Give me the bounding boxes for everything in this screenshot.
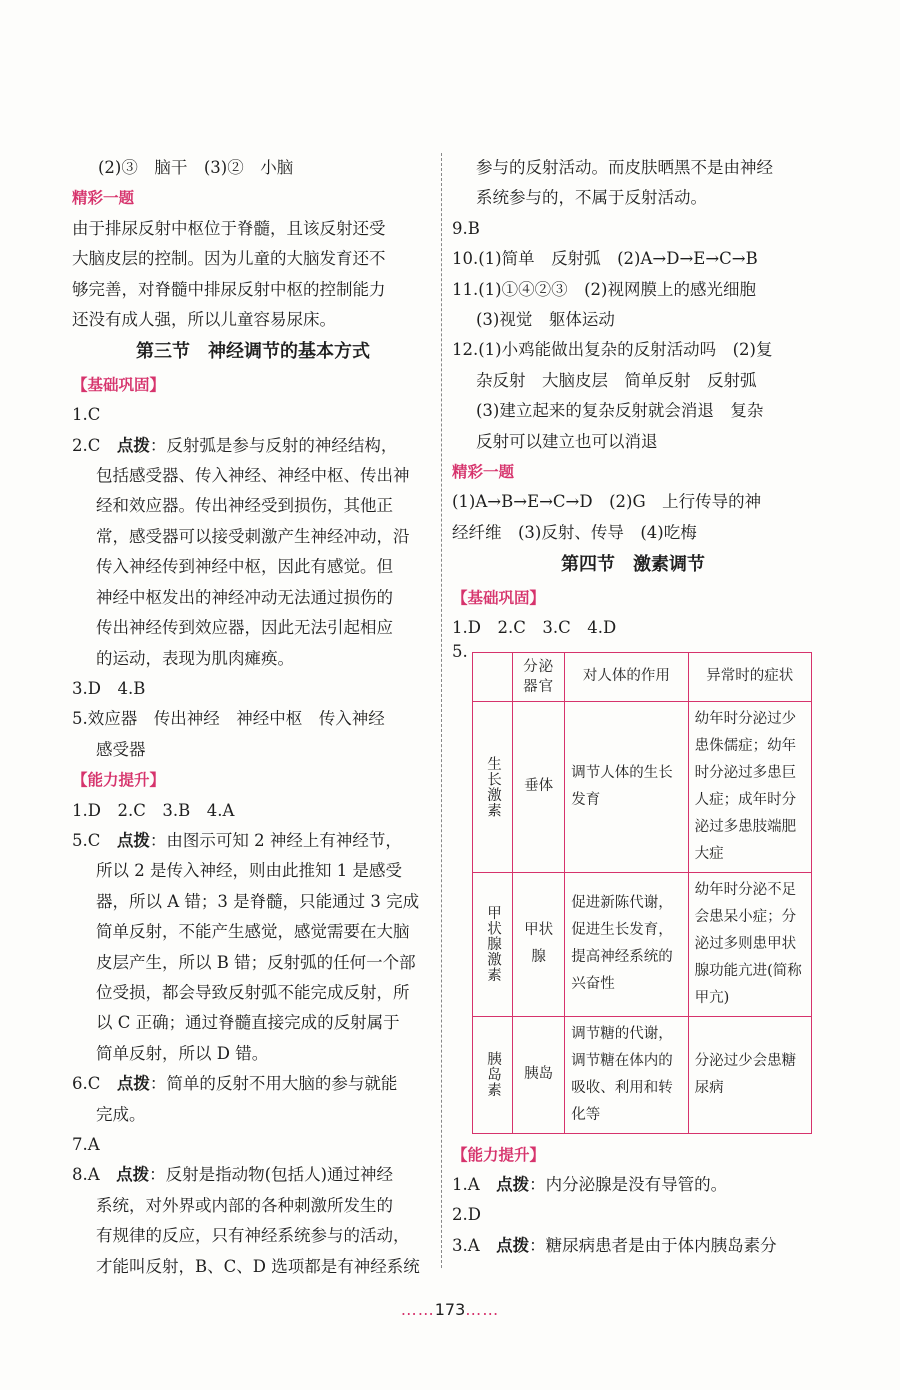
section-title: 第四节 激素调节	[561, 554, 705, 576]
hormone-name: 甲状腺激素	[485, 905, 501, 983]
answer-number: 3.A	[452, 1235, 497, 1255]
ability-tag: 【能力提升】	[452, 1145, 546, 1164]
hormone-table	[472, 652, 812, 1134]
ability-tag: 【能力提升】	[72, 771, 166, 790]
answer-line	[72, 431, 434, 461]
answer-number: 8.A	[72, 1165, 117, 1185]
answer-number: 1.A	[452, 1174, 497, 1194]
hormone-cell	[473, 701, 513, 872]
answer-line: 5.效应器 传出神经 神经中枢 传入神经	[72, 709, 385, 729]
symptom-cell: 幼年时分泌过少患侏儒症；幼年时分泌过多患巨人症；成年时分泌过多患肢端肥大症	[688, 701, 811, 872]
answer-line: (2)③ 脑干 (3)② 小脑	[98, 158, 294, 177]
answer-line	[72, 826, 434, 856]
answer-line: 1.C	[72, 405, 101, 425]
answer-line: 1.D 2.C 3.B 4.A	[72, 800, 235, 820]
answer-line	[452, 1231, 814, 1261]
answer-line: 10.(1)简单 反射弧 (2)A→D→E→C→B	[452, 249, 758, 269]
text-span: ：简单的反射不用大脑的参与就能	[149, 1074, 398, 1094]
answer-line	[72, 1160, 434, 1190]
text-span: ：糖尿病患者是由于体内胰岛素分	[529, 1235, 777, 1255]
left-column	[72, 153, 434, 1282]
text-line: 以 C 正确；通过脊髓直接完成的反射属于	[96, 1013, 400, 1033]
answer-line: 3.D 4.B	[72, 678, 146, 698]
answer-line	[72, 1069, 434, 1099]
text-line: (3)建立起来的复杂反射就会消退 复杂	[476, 401, 764, 421]
text-line: 神经中枢发出的神经冲动无法通过损伤的	[96, 587, 393, 607]
text-line: 杂反射 大脑皮层 简单反射 反射弧	[476, 370, 757, 390]
text-line: 传入神经传到神经中枢，因此有感觉。但	[96, 557, 393, 577]
point-label: 点拨	[496, 1174, 530, 1194]
page-dots-right: ……	[465, 1300, 500, 1319]
text-line: 参与的反射活动。而皮肤晒黑不是由神经	[476, 158, 773, 177]
table-header-cell	[513, 652, 565, 701]
gland-cell: 垂体	[513, 701, 565, 872]
text-line: 经纤维 (3)反射、传导 (4)吃梅	[452, 522, 697, 542]
text-line: 感受器	[96, 739, 146, 759]
symptom-cell: 分泌过少会患糖尿病	[688, 1016, 811, 1133]
point-label: 点拨	[116, 1074, 150, 1094]
text-line: 还没有成人强，所以儿童容易尿床。	[72, 310, 336, 330]
text-line: 够完善，对脊髓中排尿反射中枢的控制能力	[72, 279, 386, 299]
table-header-row	[473, 652, 812, 701]
table-header-cell: 异常时的症状	[688, 652, 811, 701]
section-title: 第三节 神经调节的基本方式	[136, 341, 370, 363]
text-line: 反射可以建立也可以消退	[476, 431, 658, 451]
text-line: 常，感受器可以接受刺激产生神经冲动，沿	[96, 526, 410, 546]
table-header-cell: 对人体的作用	[565, 652, 688, 701]
answer-line: 1.D 2.C 3.C 4.D	[452, 618, 617, 638]
text-line: 有规律的反应，只有神经系统参与的活动，	[96, 1226, 410, 1246]
hormone-cell	[473, 1016, 513, 1133]
text-line: 系统，对外界或内部的各种刺激所发生的	[96, 1195, 393, 1215]
right-column	[452, 153, 814, 1261]
page-number-value: 173	[434, 1300, 466, 1319]
gland-cell: 胰岛	[513, 1016, 565, 1133]
text-line: 简单反射，所以 D 错。	[96, 1043, 269, 1063]
text-line: 由于排尿反射中枢位于脊髓，且该反射还受	[72, 218, 386, 238]
hormone-cell	[473, 872, 513, 1016]
point-label: 点拨	[496, 1235, 530, 1255]
gland-cell: 甲状腺	[513, 872, 565, 1016]
point-label: 点拨	[116, 830, 150, 850]
table-header-cell	[473, 652, 513, 701]
answer-number: 6.C	[72, 1074, 117, 1094]
effect-cell: 促进新陈代谢，促进生长发育，提高神经系统的兴奋性	[565, 872, 688, 1016]
hormone-name: 胰岛素	[485, 1051, 501, 1098]
page-dots-left: ……	[400, 1300, 435, 1319]
point-label: 点拨	[116, 1165, 150, 1185]
gland-header: 分泌器官	[523, 658, 555, 695]
answer-line: 12.(1)小鸡能做出复杂的反射活动吗 (2)复	[452, 340, 773, 360]
table-row	[473, 872, 812, 1016]
answer-line: 7.A	[72, 1135, 100, 1154]
effect-cell: 调节糖的代谢，调节糖在体内的吸收、利用和转化等	[565, 1016, 688, 1133]
answer-number: 2.C	[72, 435, 117, 455]
hormone-name: 生长激素	[485, 755, 501, 818]
answer-line: 9.B	[452, 218, 480, 238]
text-span: ：反射是指动物(包括人)通过神经	[149, 1165, 394, 1185]
text-line: 所以 2 是传入神经，则由此推知 1 是感受	[96, 861, 402, 881]
basic-tag: 【基础巩固】	[452, 588, 546, 607]
text-line: 包括感受器、传入神经、神经中枢、传出神	[96, 466, 410, 486]
text-line: (1)A→B→E→C→D (2)G 上行传导的神	[452, 492, 762, 512]
answer-line: 11.(1)①④②③ (2)视网膜上的感光细胞	[452, 279, 756, 299]
text-line: 皮层产生，所以 B 错；反射弧的任何一个部	[96, 952, 416, 972]
text-line: 的运动，表现为肌肉瘫痪。	[96, 648, 294, 668]
answer-number: 5.	[452, 641, 468, 661]
text-line: 传出神经传到效应器，因此无法引起相应	[96, 618, 393, 638]
text-line: (3)视觉 躯体运动	[476, 310, 615, 330]
text-line: 位受损，都会导致反射弧不能完成反射，所	[96, 982, 410, 1002]
page-number	[0, 1300, 900, 1319]
text-line: 简单反射，不能产生感觉，感觉需要在大脑	[96, 922, 410, 942]
text-line: 经和效应器。传出神经受到损伤，其他正	[96, 496, 393, 516]
text-line: 完成。	[96, 1104, 146, 1124]
text-line: 才能叫反射，B、C、D 选项都是有神经系统	[96, 1256, 420, 1276]
text-line: 器，所以 A 错；3 是脊髓，只能通过 3 完成	[96, 891, 420, 911]
symptom-cell: 幼年时分泌不足会患呆小症；分泌过多则患甲状腺功能亢进(简称甲亢)	[688, 872, 811, 1016]
text-span: ：由图示可知 2 神经上有神经节，	[149, 830, 402, 850]
basic-tag: 【基础巩固】	[72, 375, 166, 394]
effect-cell: 调节人体的生长发育	[565, 701, 688, 872]
table-row	[473, 701, 812, 872]
answer-number: 5.C	[72, 830, 117, 850]
highlight-tag: 精彩一题	[72, 189, 135, 208]
highlight-tag: 精彩一题	[452, 463, 515, 482]
point-label: 点拨	[116, 435, 150, 455]
text-span: ：反射弧是参与反射的神经结构，	[149, 435, 398, 455]
text-span: ：内分泌腺是没有导管的。	[529, 1174, 728, 1194]
table-row	[473, 1016, 812, 1133]
answer-line: 2.D	[452, 1205, 481, 1225]
column-divider	[441, 153, 442, 1268]
text-line: 大脑皮层的控制。因为儿童的大脑发育还不	[72, 249, 386, 269]
answer-line	[452, 1170, 814, 1200]
text-line: 系统参与的，不属于反射活动。	[476, 188, 707, 208]
